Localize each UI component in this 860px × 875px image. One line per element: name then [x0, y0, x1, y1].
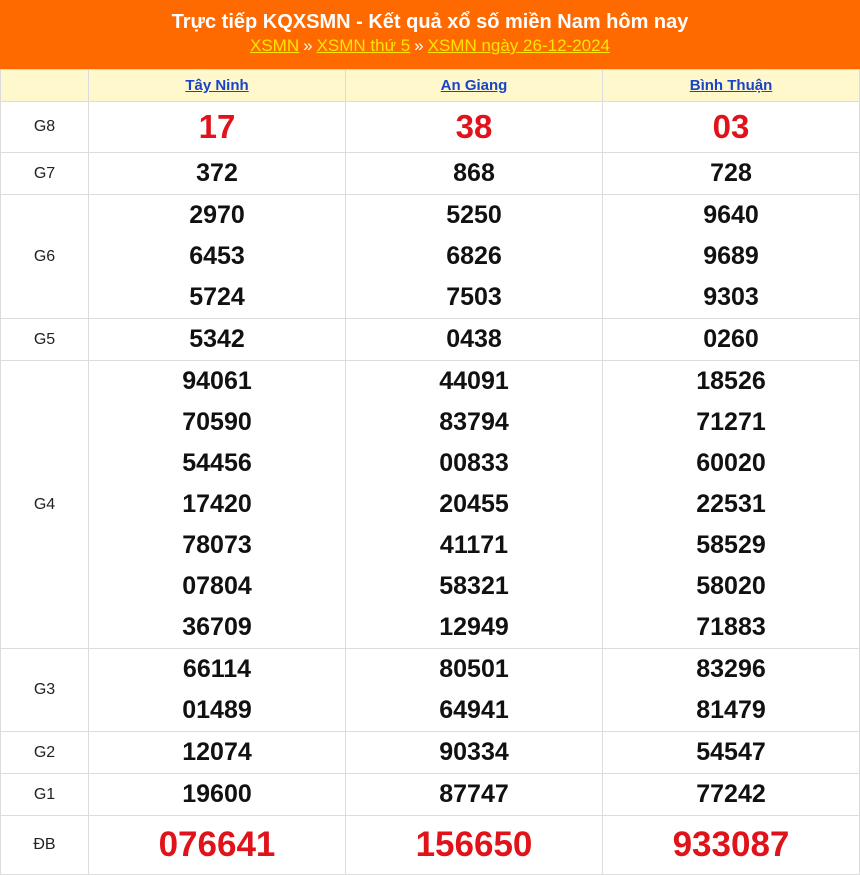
result-cell [346, 319, 603, 361]
result-number: 156650 [415, 825, 533, 864]
result-cell [346, 732, 603, 774]
prize-rows [1, 102, 860, 875]
breadcrumb-thursday-link[interactable]: XSMN thứ 5 [316, 36, 411, 55]
result-cell [89, 649, 346, 732]
result-number: 64941 [439, 696, 509, 724]
result-cell [603, 153, 860, 195]
result-number: 87747 [439, 780, 509, 808]
prize-label: G8 [1, 102, 89, 153]
result-number: 6826 [446, 242, 502, 270]
result-number: 81479 [696, 696, 766, 724]
breadcrumb-date-link[interactable]: XSMN ngày 26-12-2024 [427, 36, 611, 55]
result-number: 933087 [672, 825, 790, 864]
result-number: 00833 [439, 449, 509, 477]
result-number: 44091 [439, 367, 509, 395]
result-cell [603, 649, 860, 732]
result-cell [346, 102, 603, 153]
result-cell [89, 153, 346, 195]
result-number: 6453 [189, 242, 245, 270]
result-cell [346, 153, 603, 195]
result-cell [346, 774, 603, 816]
result-cell [89, 732, 346, 774]
result-number: 58529 [696, 531, 766, 559]
result-number: 9689 [703, 242, 759, 270]
result-number: 9640 [703, 201, 759, 229]
result-number: 0260 [703, 325, 759, 353]
result-number: 868 [453, 159, 495, 187]
province-link-tay-ninh[interactable]: Tây Ninh [185, 77, 249, 94]
result-number: 78073 [182, 531, 252, 559]
page-title: Trực tiếp KQXSMN - Kết quả xổ số miền Nam hôm nay [171, 11, 689, 33]
prize-row [1, 649, 860, 732]
result-number: 66114 [182, 655, 252, 683]
result-number: 83296 [696, 655, 766, 683]
result-number: 372 [196, 159, 238, 187]
result-number: 90334 [439, 738, 509, 766]
result-number: 076641 [158, 825, 276, 864]
result-cell [603, 816, 860, 875]
result-cell [603, 361, 860, 649]
province-header-row [1, 70, 860, 102]
province-header [346, 70, 603, 102]
result-number: 12949 [439, 613, 509, 641]
prize-label: G1 [1, 774, 89, 816]
result-cell [603, 774, 860, 816]
result-number: 01489 [182, 696, 252, 724]
result-number: 94061 [182, 367, 252, 395]
result-number: 58321 [439, 572, 509, 600]
result-number: 0438 [446, 325, 502, 353]
prize-row [1, 102, 860, 153]
result-number: 77242 [696, 780, 766, 808]
prize-label: G4 [1, 361, 89, 649]
prize-label: G5 [1, 319, 89, 361]
result-number: 17420 [182, 490, 252, 518]
result-number: 5342 [189, 325, 245, 353]
result-cell [89, 774, 346, 816]
result-number: 07804 [182, 572, 252, 600]
result-number: 5724 [189, 283, 245, 311]
result-cell [603, 102, 860, 153]
prize-row [1, 153, 860, 195]
prize-label: ĐB [1, 816, 89, 875]
result-number: 17 [198, 108, 236, 145]
result-number: 80501 [439, 655, 509, 683]
province-header [89, 70, 346, 102]
result-number: 9303 [703, 283, 759, 311]
result-number: 54547 [696, 738, 766, 766]
result-number: 38 [455, 108, 493, 145]
result-cell [89, 816, 346, 875]
result-cell [346, 195, 603, 319]
prize-row [1, 774, 860, 816]
result-number: 71271 [696, 408, 766, 436]
result-number: 18526 [696, 367, 766, 395]
result-cell [89, 195, 346, 319]
result-number: 60020 [696, 449, 766, 477]
province-link-binh-thuan[interactable]: Bình Thuận [689, 77, 773, 94]
breadcrumb [0, 35, 860, 57]
prize-label: G2 [1, 732, 89, 774]
result-number: 36709 [182, 613, 252, 641]
breadcrumb-separator: » [303, 36, 313, 55]
result-number: 83794 [439, 408, 509, 436]
prize-label: G3 [1, 649, 89, 732]
result-number: 22531 [696, 490, 766, 518]
result-number: 12074 [182, 738, 252, 766]
result-cell [346, 361, 603, 649]
result-number: 2970 [189, 201, 245, 229]
breadcrumb-xsmn-link[interactable]: XSMN [249, 36, 300, 55]
prize-row [1, 319, 860, 361]
prize-row [1, 361, 860, 649]
results-header [0, 0, 860, 69]
breadcrumb-separator: » [414, 36, 424, 55]
prize-label: G6 [1, 195, 89, 319]
result-cell [89, 319, 346, 361]
result-cell [89, 102, 346, 153]
result-number: 19600 [182, 780, 252, 808]
prize-column-header [1, 70, 89, 102]
prize-row [1, 816, 860, 875]
result-cell [603, 732, 860, 774]
result-number: 5250 [446, 201, 502, 229]
province-link-an-giang[interactable]: An Giang [440, 77, 508, 94]
prize-row [1, 732, 860, 774]
result-number: 728 [710, 159, 752, 187]
result-number: 54456 [182, 449, 252, 477]
prize-row [1, 195, 860, 319]
result-number: 70590 [182, 408, 252, 436]
result-cell [346, 649, 603, 732]
province-header [603, 70, 860, 102]
result-number: 71883 [696, 613, 766, 641]
result-number: 03 [712, 108, 750, 145]
result-cell [603, 195, 860, 319]
result-number: 41171 [439, 531, 509, 559]
results-table [0, 69, 860, 875]
result-number: 20455 [439, 490, 509, 518]
result-number: 58020 [696, 572, 766, 600]
result-number: 7503 [446, 283, 502, 311]
result-cell [603, 319, 860, 361]
result-cell [346, 816, 603, 875]
result-cell [89, 361, 346, 649]
prize-label: G7 [1, 153, 89, 195]
